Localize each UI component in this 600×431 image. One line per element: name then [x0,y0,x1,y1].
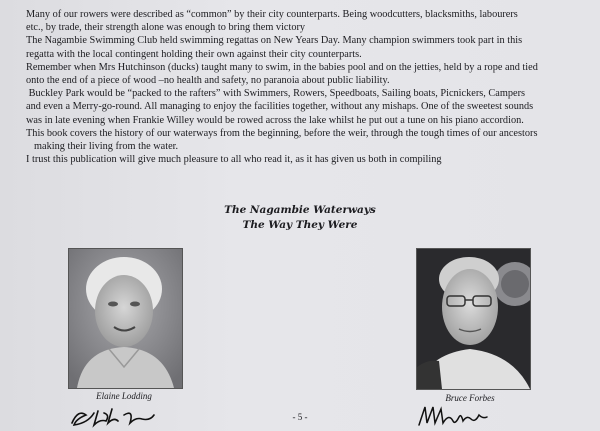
text-line: Buckley Park would be “packed to the rafters” with Swimmers, Rowers, Speedboats, Sailing boats, Picnickers, Campers [26,88,526,100]
text-line: The Nagambie Swimming Club held swimming regattas on New Years Day. Many champion swimmers took part in this [26,35,523,47]
text-line: This book covers the history of our waterways from the beginning, before the weir, through the tough times of our ancestors [26,127,538,139]
portrait-bruce-forbes [416,248,531,390]
portrait-left-image [69,249,182,388]
caption-right: Bruce Forbes [445,393,495,403]
body-text [26,8,586,166]
text-line: onto the end of a piece of wood –no health and safety, no paranoia about public liability. [26,75,390,87]
caption-left: Elaine Lodding [96,391,152,401]
book-title [0,203,600,233]
text-line: etc., by trade, their strength alone was enough to bring them victory [26,22,306,34]
book-title-line-2: The Way They Were [242,219,358,231]
signature-right [415,403,495,429]
text-line: making their living from the water. [34,141,179,153]
text-line: and even a Merry-go-round. All managing to enjoy the facilities together, without any mishaps. One of the sweetest sounds [26,101,534,113]
portrait-elaine-lodding [68,248,183,389]
portrait-right-image [417,249,530,389]
page-number: - 5 - [292,412,308,422]
text-line: regatta with the local contingent holding their own against their city counterparts. [26,48,362,60]
text-line: was in late evening when Frankie Willey would be rowed across the lake whilst he put out a tune on his piano accordion. [26,114,524,126]
book-title-line-1: The Nagambie Waterways [224,204,376,216]
text-line: I trust this publication will give much pleasure to all who read it, as it has given us both in compiling [26,154,442,166]
text-line: Many of our rowers were described as “common” by their city counterparts. Being woodcutters, blacksmiths, labourers [26,9,518,20]
text-line: Remember when Mrs Hutchinson (ducks) taught many to swim, in the babies pool and on the jetties, held by a rope and tied [26,61,538,73]
signature-left [64,401,164,431]
